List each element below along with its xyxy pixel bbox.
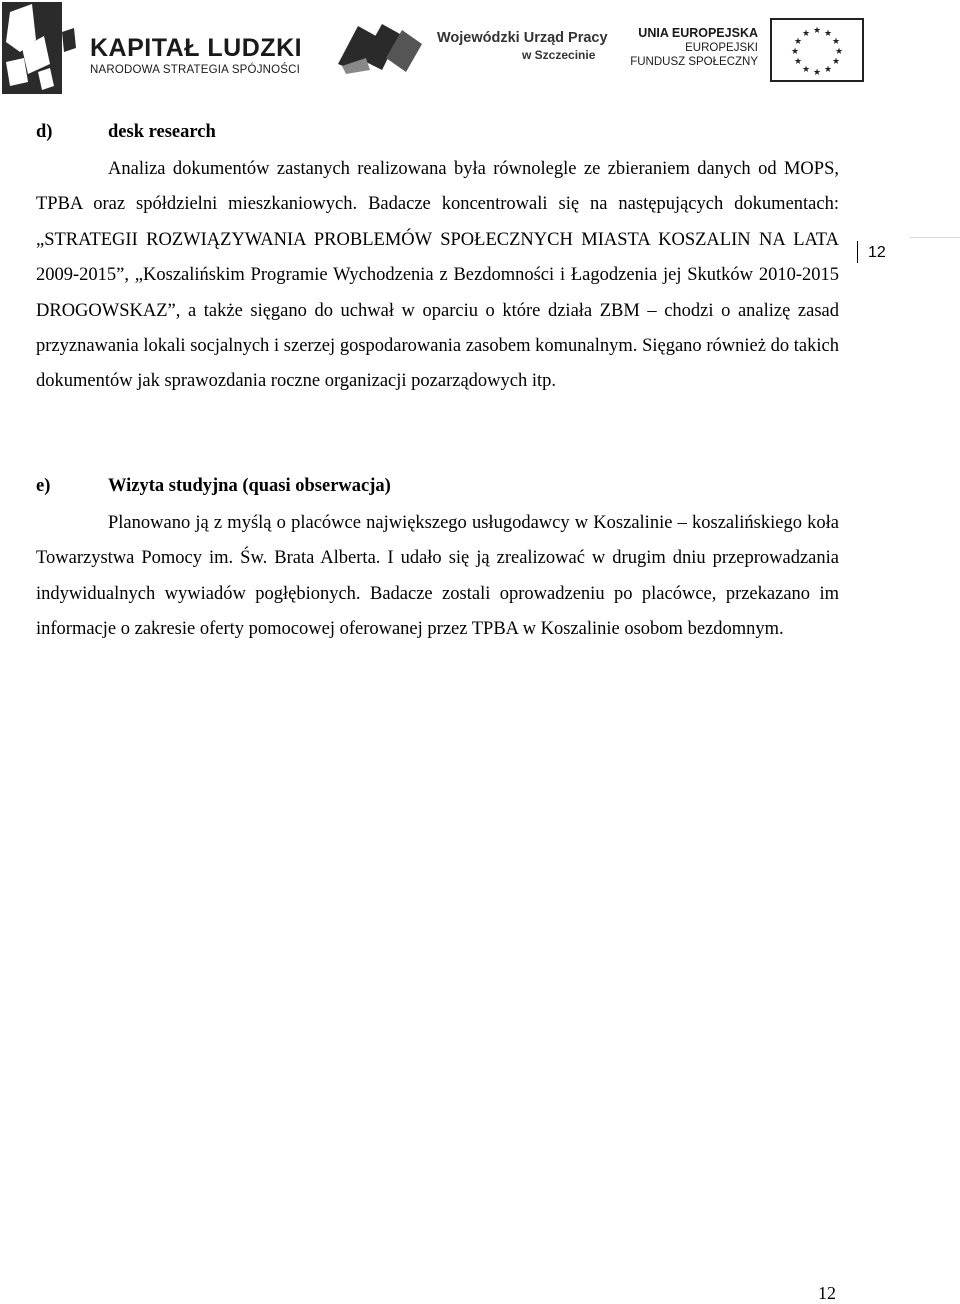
section-letter: d) <box>36 122 53 142</box>
svg-text:★: ★ <box>831 57 841 67</box>
svg-text:★: ★ <box>790 47 800 57</box>
kapital-ludzki-mark-icon <box>2 2 86 94</box>
svg-text:★: ★ <box>801 65 811 75</box>
esf-label-line1: EUROPEJSKI <box>685 42 758 54</box>
footer-page-number: 12 <box>818 1283 836 1303</box>
svg-text:★: ★ <box>834 47 844 57</box>
kapital-ludzki-subtitle: NARODOWA STRATEGIA SPÓJNOŚCI <box>90 64 301 76</box>
side-page-rule <box>910 237 960 238</box>
section-title: desk research <box>108 122 216 142</box>
esf-label-line2: FUNDUSZ SPOŁECZNY <box>630 56 758 68</box>
section-title: Wizyta studyjna (quasi obserwacja) <box>108 476 391 496</box>
wup-title: Wojewódzki Urząd Pracy <box>437 30 608 46</box>
kapital-ludzki-title: KAPITAŁ LUDZKI <box>90 34 303 62</box>
eu-flag-icon <box>770 18 864 82</box>
svg-text:★: ★ <box>793 37 803 47</box>
eu-esf-logo <box>630 14 870 84</box>
kapital-ludzki-logo <box>2 2 302 94</box>
wup-mark-icon <box>336 18 426 74</box>
svg-text:★: ★ <box>801 29 811 39</box>
page-header <box>0 0 960 100</box>
side-page-bar <box>857 241 858 263</box>
section-heading <box>36 122 839 152</box>
section-study-visit <box>36 476 839 648</box>
svg-text:★: ★ <box>823 29 833 39</box>
eu-text-block <box>630 26 758 69</box>
side-page-number: 12 <box>868 244 886 261</box>
svg-text:★: ★ <box>823 65 833 75</box>
section-desk-research <box>36 122 839 400</box>
svg-text:★: ★ <box>831 37 841 47</box>
svg-text:★: ★ <box>812 26 822 36</box>
section-letter: e) <box>36 476 51 496</box>
wup-szczecin-logo <box>336 18 608 78</box>
section-paragraph: Planowano ją z myślą o placówce największego usługodawcy w Koszalinie – koszalińskiego koła Towarzystwa Pomocy im. Św. Brata Alberta. I udało się ją zrealizować w drugim dniu przeprowadzania indywidualnych wywiadów pogłębionych. Badacze zostali oprowadzeniu po placówce, przekazano im informacje o zakresie oferty pomocowej oferowanej przez TPBA w Koszalinie osobom bezdomnym. <box>36 513 839 640</box>
eu-union-label: UNIA EUROPEJSKA <box>638 26 758 40</box>
svg-text:★: ★ <box>812 68 822 78</box>
wup-city: w Szczecinie <box>522 48 596 62</box>
svg-text:★: ★ <box>793 57 803 67</box>
section-heading <box>36 476 839 506</box>
section-paragraph: Analiza dokumentów zastanych realizowana była równolegle ze zbieraniem danych od MOPS, TPBA oraz spółdzielni mieszkaniowych. Badacze koncentrowali się na następujących dokumentach: „STRATEGII ROZWIĄZYWANIA PROBLEMÓW SPOŁECZNYCH MIASTA KOSZALIN NA LATA 2009-2015”, „Koszalińskim Programie Wychodzenia z Bezdomności i Łagodzenia jej Skutków 2010-2015 DROGOWSKAZ”, a także sięgano do uchwał w oparciu o które działa ZBM – chodzi o analizę zasad przyznawania lokali socjalnych i szerzej gospodarowania zasobem komunalnym. Sięgano również do takich dokumentów jak sprawozdania roczne organizacji pozarządowych itp. <box>36 159 839 392</box>
